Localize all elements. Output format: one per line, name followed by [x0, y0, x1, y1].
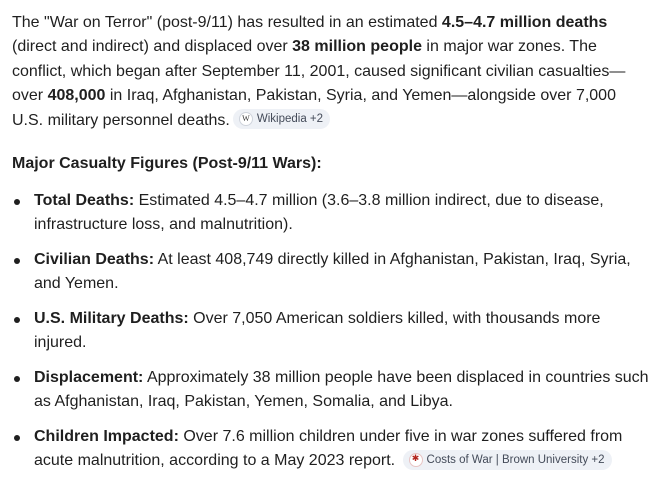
intro-text: (direct and indirect) and displaced over [12, 38, 293, 56]
bullet-icon [14, 199, 20, 205]
list-item [12, 307, 650, 355]
intro-highlight-deaths: 4.5–4.7 million deaths [441, 14, 608, 31]
source-chip-wikipedia[interactable] [233, 109, 330, 129]
source-chip-label: Wikipedia +2 [256, 113, 324, 126]
list-item-text: Approximately 38 million people have been displaced in countries such as Afghanistan, Iraq, Pakistan, Yemen, Somalia, and Libya. [34, 369, 649, 411]
list-item [12, 189, 650, 237]
bullet-icon [14, 376, 20, 382]
list-item-text: At least 408,749 directly killed in Afghanistan, Pakistan, Iraq, Syria, and Yemen. [34, 251, 631, 293]
bullet-icon [14, 317, 20, 323]
list-item-label: U.S. Military Deaths: [34, 310, 189, 328]
casualty-list [12, 189, 650, 473]
list-item-text: Over 7,050 American soldiers killed, with thousands more injured. [34, 310, 601, 352]
source-chip-label: Costs of War | Brown University +2 [426, 453, 605, 466]
list-item-text: Over 7.6 million children under five in war zones suffered from acute malnutrition, according to a May 2023 report. [34, 428, 623, 470]
intro-highlight-civilians: 408,000 [47, 87, 106, 105]
university-shield-icon: ✱ [409, 453, 423, 467]
list-item [12, 366, 650, 414]
list-item-label: Total Deaths: [34, 192, 135, 210]
intro-highlight-displaced: 38 million people [292, 38, 422, 56]
list-item-label: Children Impacted: [34, 428, 179, 446]
intro-text: in major war zones. The conflict, which began after September 11, 2001, caused significant civilian casualties—over [12, 38, 626, 105]
list-item [12, 425, 650, 473]
section-heading: Major Casualty Figures (Post-9/11 Wars): [12, 155, 322, 173]
wikipedia-icon: W [239, 112, 253, 126]
list-item [12, 248, 650, 296]
bullet-icon [14, 258, 20, 264]
intro-text: in Iraq, Afghanistan, Pakistan, Syria, and Yemen—alongside over 7,000 U.S. military personnel deaths. [12, 87, 616, 129]
list-item-label: Displacement: [34, 369, 144, 387]
bullet-icon [14, 435, 20, 441]
intro-paragraph [12, 11, 650, 133]
list-item-text: Estimated 4.5–4.7 million (3.6–3.8 million indirect, due to disease, infrastructure loss, and malnutrition). [34, 192, 604, 234]
source-chip-costs-of-war[interactable] [403, 450, 612, 470]
intro-text: The "War on Terror" (post-9/11) has resulted in an estimated [12, 14, 442, 31]
list-item-label: Civilian Deaths: [34, 251, 155, 269]
